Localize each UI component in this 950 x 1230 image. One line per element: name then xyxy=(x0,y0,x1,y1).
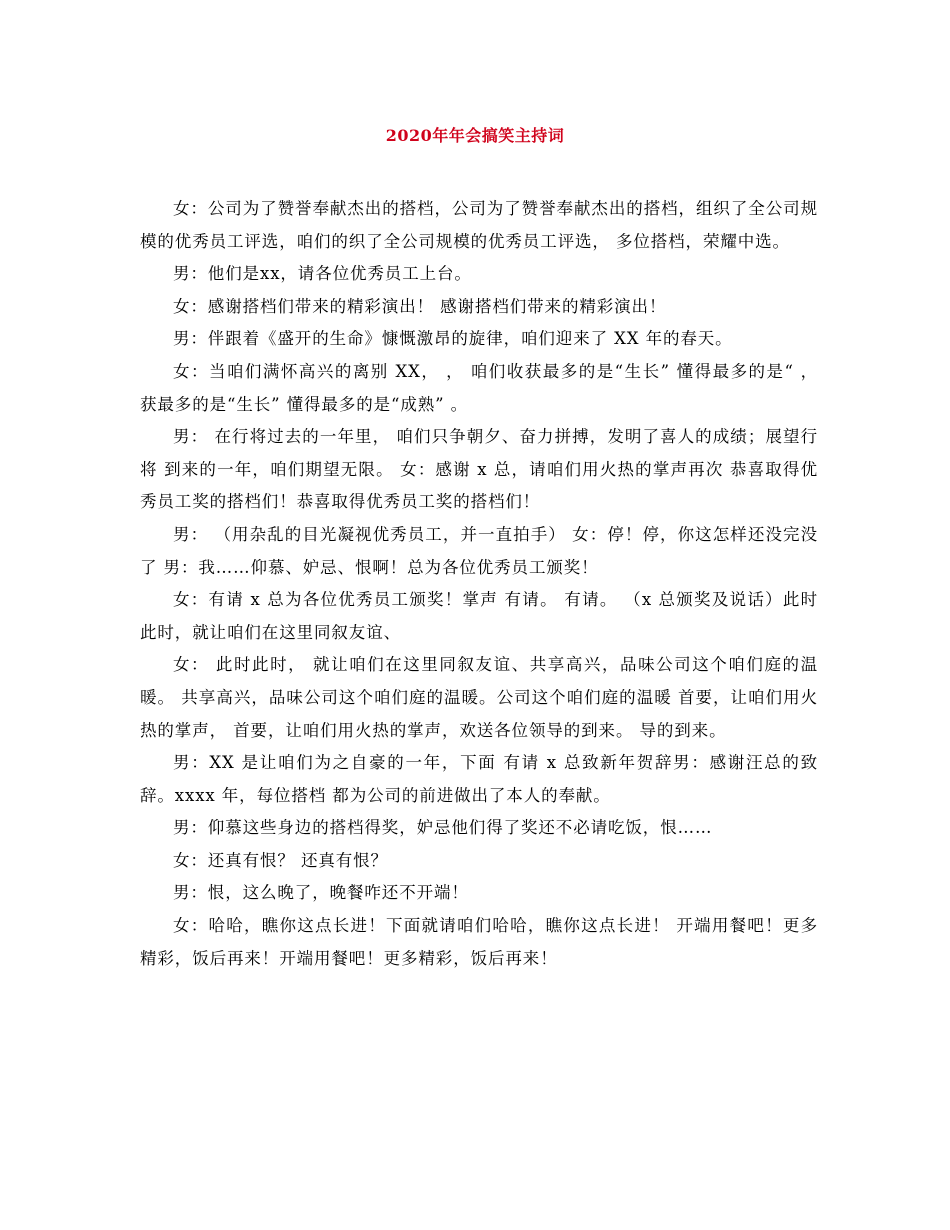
paragraph: 女：哈哈，瞧你这点长进！下面就请咱们哈哈，瞧你这点长进！ 开端用餐吧！更多精彩，饭后再来！开端用餐吧！更多精彩，饭后再来！ xyxy=(140,916,818,968)
paragraph: 男：恨，这么晚了，晚餐咋还不开端！ xyxy=(173,883,469,903)
paragraph: 男：XX 是让咱们为之自豪的一年，下面 有请 x 总致新年贺辞男：感谢汪总的致辞。xxxx 年，每位搭档 都为公司的前进做出了本人的奉献。 xyxy=(140,753,818,805)
paragraph: 女：还真有恨？ 还真有恨？ xyxy=(173,850,388,870)
paragraph: 男： 在行将过去的一年里， 咱们只争朝夕、奋力拼搏，发明了喜人的成绩；展望行将 到来的一年，咱们期望无限。 女：感谢 x 总，请咱们用火热的掌声再次 恭喜取得优秀员工奖的搭档们！恭喜取得优秀员工奖的搭档们！ xyxy=(140,427,818,512)
paragraph: 女：感谢搭档们带来的精彩演出！ 感谢搭档们带来的精彩演出！ xyxy=(173,296,667,316)
paragraph: 男：仰慕这些身边的搭档得奖，妒忌他们得了奖还不必请吃饭，恨…… xyxy=(173,818,713,838)
paragraph: 女：公司为了赞誉奉献杰出的搭档，公司为了赞誉奉献杰出的搭档，组织了全公司规模的优秀员工评选，咱们的织了全公司规模的优秀员工评选， 多位搭档，荣耀中选。 xyxy=(140,199,818,251)
paragraph: 男：伴跟着《盛开的生命》慷慨激昂的旋律，咱们迎来了 XX 年的春天。 xyxy=(173,329,733,349)
paragraph: 女： 此时此时， 就让咱们在这里同叙友谊、共享高兴，品味公司这个咱们庭的温暖。 共享高兴，品味公司这个咱们庭的温暖。公司这个咱们庭的温暖 首要，让咱们用火热的掌声， 首要，让咱们用火热的掌声，欢送各位领导的到来。 导的到来。 xyxy=(140,655,818,740)
paragraph: 女：有请 x 总为各位优秀员工颁奖！掌声 有请。 有请。 （x 总颁奖及说话）此时此时，就让咱们在这里同叙友谊、 xyxy=(140,590,818,642)
document-title: 2020年年会搞笑主持词 xyxy=(385,126,565,145)
paragraph: 女：当咱们满怀高兴的离别 XX， ， 咱们收获最多的是“生长” 懂得最多的是“ ， 获最多的是“生长” 懂得最多的是“成熟” 。 xyxy=(140,361,818,414)
paragraph: 男：他们是xx，请各位优秀员工上台。 xyxy=(173,264,472,284)
document-body xyxy=(140,193,818,975)
paragraph: 男： （用杂乱的目光凝视优秀员工，并一直拍手） 女：停！停，你这怎样还没完没了 男：我……仰慕、妒忌、恨啊！总为各位优秀员工颁奖！ xyxy=(140,524,818,577)
